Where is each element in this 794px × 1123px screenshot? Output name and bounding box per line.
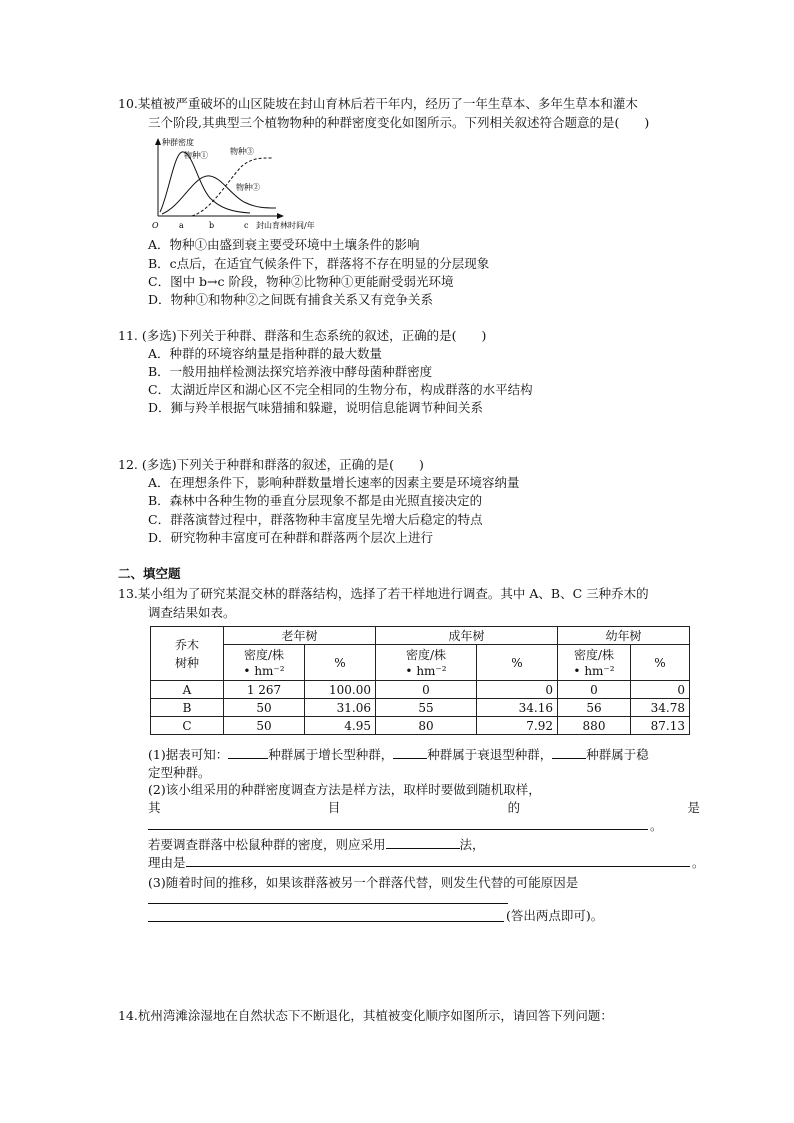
q11-option-a: A．种群的环境容纳量是指种群的最大数量	[148, 346, 383, 361]
q12-option-c: C．群落演替过程中，群落物种丰富度呈先增大后稳定的特点	[148, 512, 483, 527]
answer-blank[interactable]	[552, 746, 586, 759]
q10-option-a: A．物种①由盛到衰主要受环境中土壤条件的影响	[148, 237, 420, 252]
tick-c: c	[244, 221, 249, 230]
group-adult: 成年树	[376, 627, 558, 645]
survey-table	[150, 626, 690, 735]
table-row: A 1 267 100.00 0 0 0 0	[151, 681, 690, 699]
q13-part2: (2)该小组采用的种群密度调查方法是样方法，取样时要做到随机取样，	[148, 782, 541, 797]
percent-header: %	[631, 645, 690, 681]
species1-label: 物种①	[184, 151, 208, 160]
q13-part3-hint: (答出两点即可)。	[506, 908, 604, 923]
percent-header: %	[477, 645, 558, 681]
q14-stem: 14.杭州湾滩涂湿地在自然状态下不断退化，其植被变化顺序如图所示，请回答下列问题：	[118, 1008, 613, 1023]
answer-line[interactable]	[148, 903, 508, 904]
q12-option-a: A．在理想条件下，影响种群数量增长速率的因素主要是环境容纳量	[148, 475, 520, 490]
q13-part2-period: 。	[650, 818, 663, 833]
tick-a: a	[179, 221, 184, 230]
table-row: B 50 31.06 55 34.16 56 34.78	[151, 699, 690, 717]
density-header: 密度/株 • hm⁻²	[376, 645, 477, 681]
table-row: C 50 4.95 80 7.92 880 87.13	[151, 717, 690, 735]
answer-line[interactable]	[186, 866, 690, 867]
q13-part3: (3)随着时间的推移，如果该群落被另一个群落代替，则发生代替的可能原因是	[148, 875, 579, 890]
q12-option-b: B．森林中各种生物的垂直分层现象不都是由光照直接决定的	[148, 493, 483, 508]
corner-label-1: 乔木	[174, 637, 199, 652]
q11-option-d: D．狮与羚羊根据气味猎捕和躲避，说明信息能调节种间关系	[148, 400, 484, 415]
x-axis-label: 封山育林时间/年	[256, 221, 315, 230]
q11-stem: 11. (多选)下列关于种群、群落和生态系统的叙述，正确的是( )	[118, 328, 487, 343]
q13-part2-reason-period: 。	[692, 855, 705, 870]
section-heading: 二、填空题	[118, 566, 181, 581]
percent-header: %	[305, 645, 376, 681]
answer-blank[interactable]	[393, 746, 427, 759]
answer-line[interactable]	[148, 829, 648, 830]
origin-label: O	[152, 221, 159, 230]
q10-line1: 10.某植被严重破坏的山区陡坡在封山育林后若干年内，经历了一年生草本、多年生草本和灌木	[118, 96, 638, 111]
group-young: 幼年树	[558, 627, 690, 645]
group-old: 老年树	[224, 627, 376, 645]
species2-label: 物种②	[236, 183, 260, 192]
answer-blank[interactable]	[228, 746, 268, 759]
q10-option-d: D．物种①和物种②之间既有捕食关系又有竞争关系	[148, 292, 434, 307]
species3-label: 物种③	[230, 147, 254, 156]
tick-b: b	[209, 221, 215, 230]
density-header: 密度/株 • hm⁻²	[558, 645, 631, 681]
q10-option-b: B．c点后，在适宜气候条件下，群落将不存在明显的分层现象	[148, 256, 490, 271]
q11-option-c: C．太湖近岸区和湖心区不完全相同的生物分布，构成群落的水平结构	[148, 382, 533, 397]
q11-option-b: B．一般用抽样检测法探究培养液中酵母菌种群密度	[148, 364, 433, 379]
y-axis-label: 种群密度	[162, 138, 194, 147]
q10-stem	[118, 94, 700, 132]
corner-label-2: 树种	[174, 655, 199, 670]
q13-line1: 13.某小组为了研究某混交林的群落结构，选择了若干样地进行调查。其中 A、B、C 三种乔木的	[118, 586, 649, 601]
q13-part2-reason: 理由是	[148, 855, 186, 870]
q13-part1: (1)据表可知： 种群属于增长型种群， 种群属于衰退型种群， 种群属于稳	[148, 747, 649, 762]
q13-part1-end: 定型种群。	[148, 765, 211, 780]
table-corner	[151, 627, 224, 681]
q12-option-d: D．研究物种丰富度可在种群和群落两个层次上进行	[148, 530, 434, 545]
q10-line2: 三个阶段,其典型三个植物物种的种群密度变化如图所示。下列相关叙述符合题意的是( )	[148, 115, 650, 130]
density-header: 密度/株 • hm⁻²	[224, 645, 305, 681]
q13-part2-justified: 其 目 的 是	[148, 800, 700, 815]
population-density-figure	[148, 136, 348, 232]
answer-blank[interactable]	[386, 836, 460, 849]
species2-curve	[162, 176, 276, 214]
answer-line[interactable]	[148, 921, 504, 922]
q13-part2-squirrel: 若要调查群落中松鼠种群的密度，则应采用 法，	[148, 837, 485, 852]
q13-line2: 调查结果如表。	[148, 605, 236, 620]
q10-option-c: C．图中 b→c 阶段，物种②比物种①更能耐受弱光环境	[148, 274, 454, 289]
q12-stem: 12. (多选)下列关于种群和群落的叙述，正确的是( )	[118, 457, 424, 472]
